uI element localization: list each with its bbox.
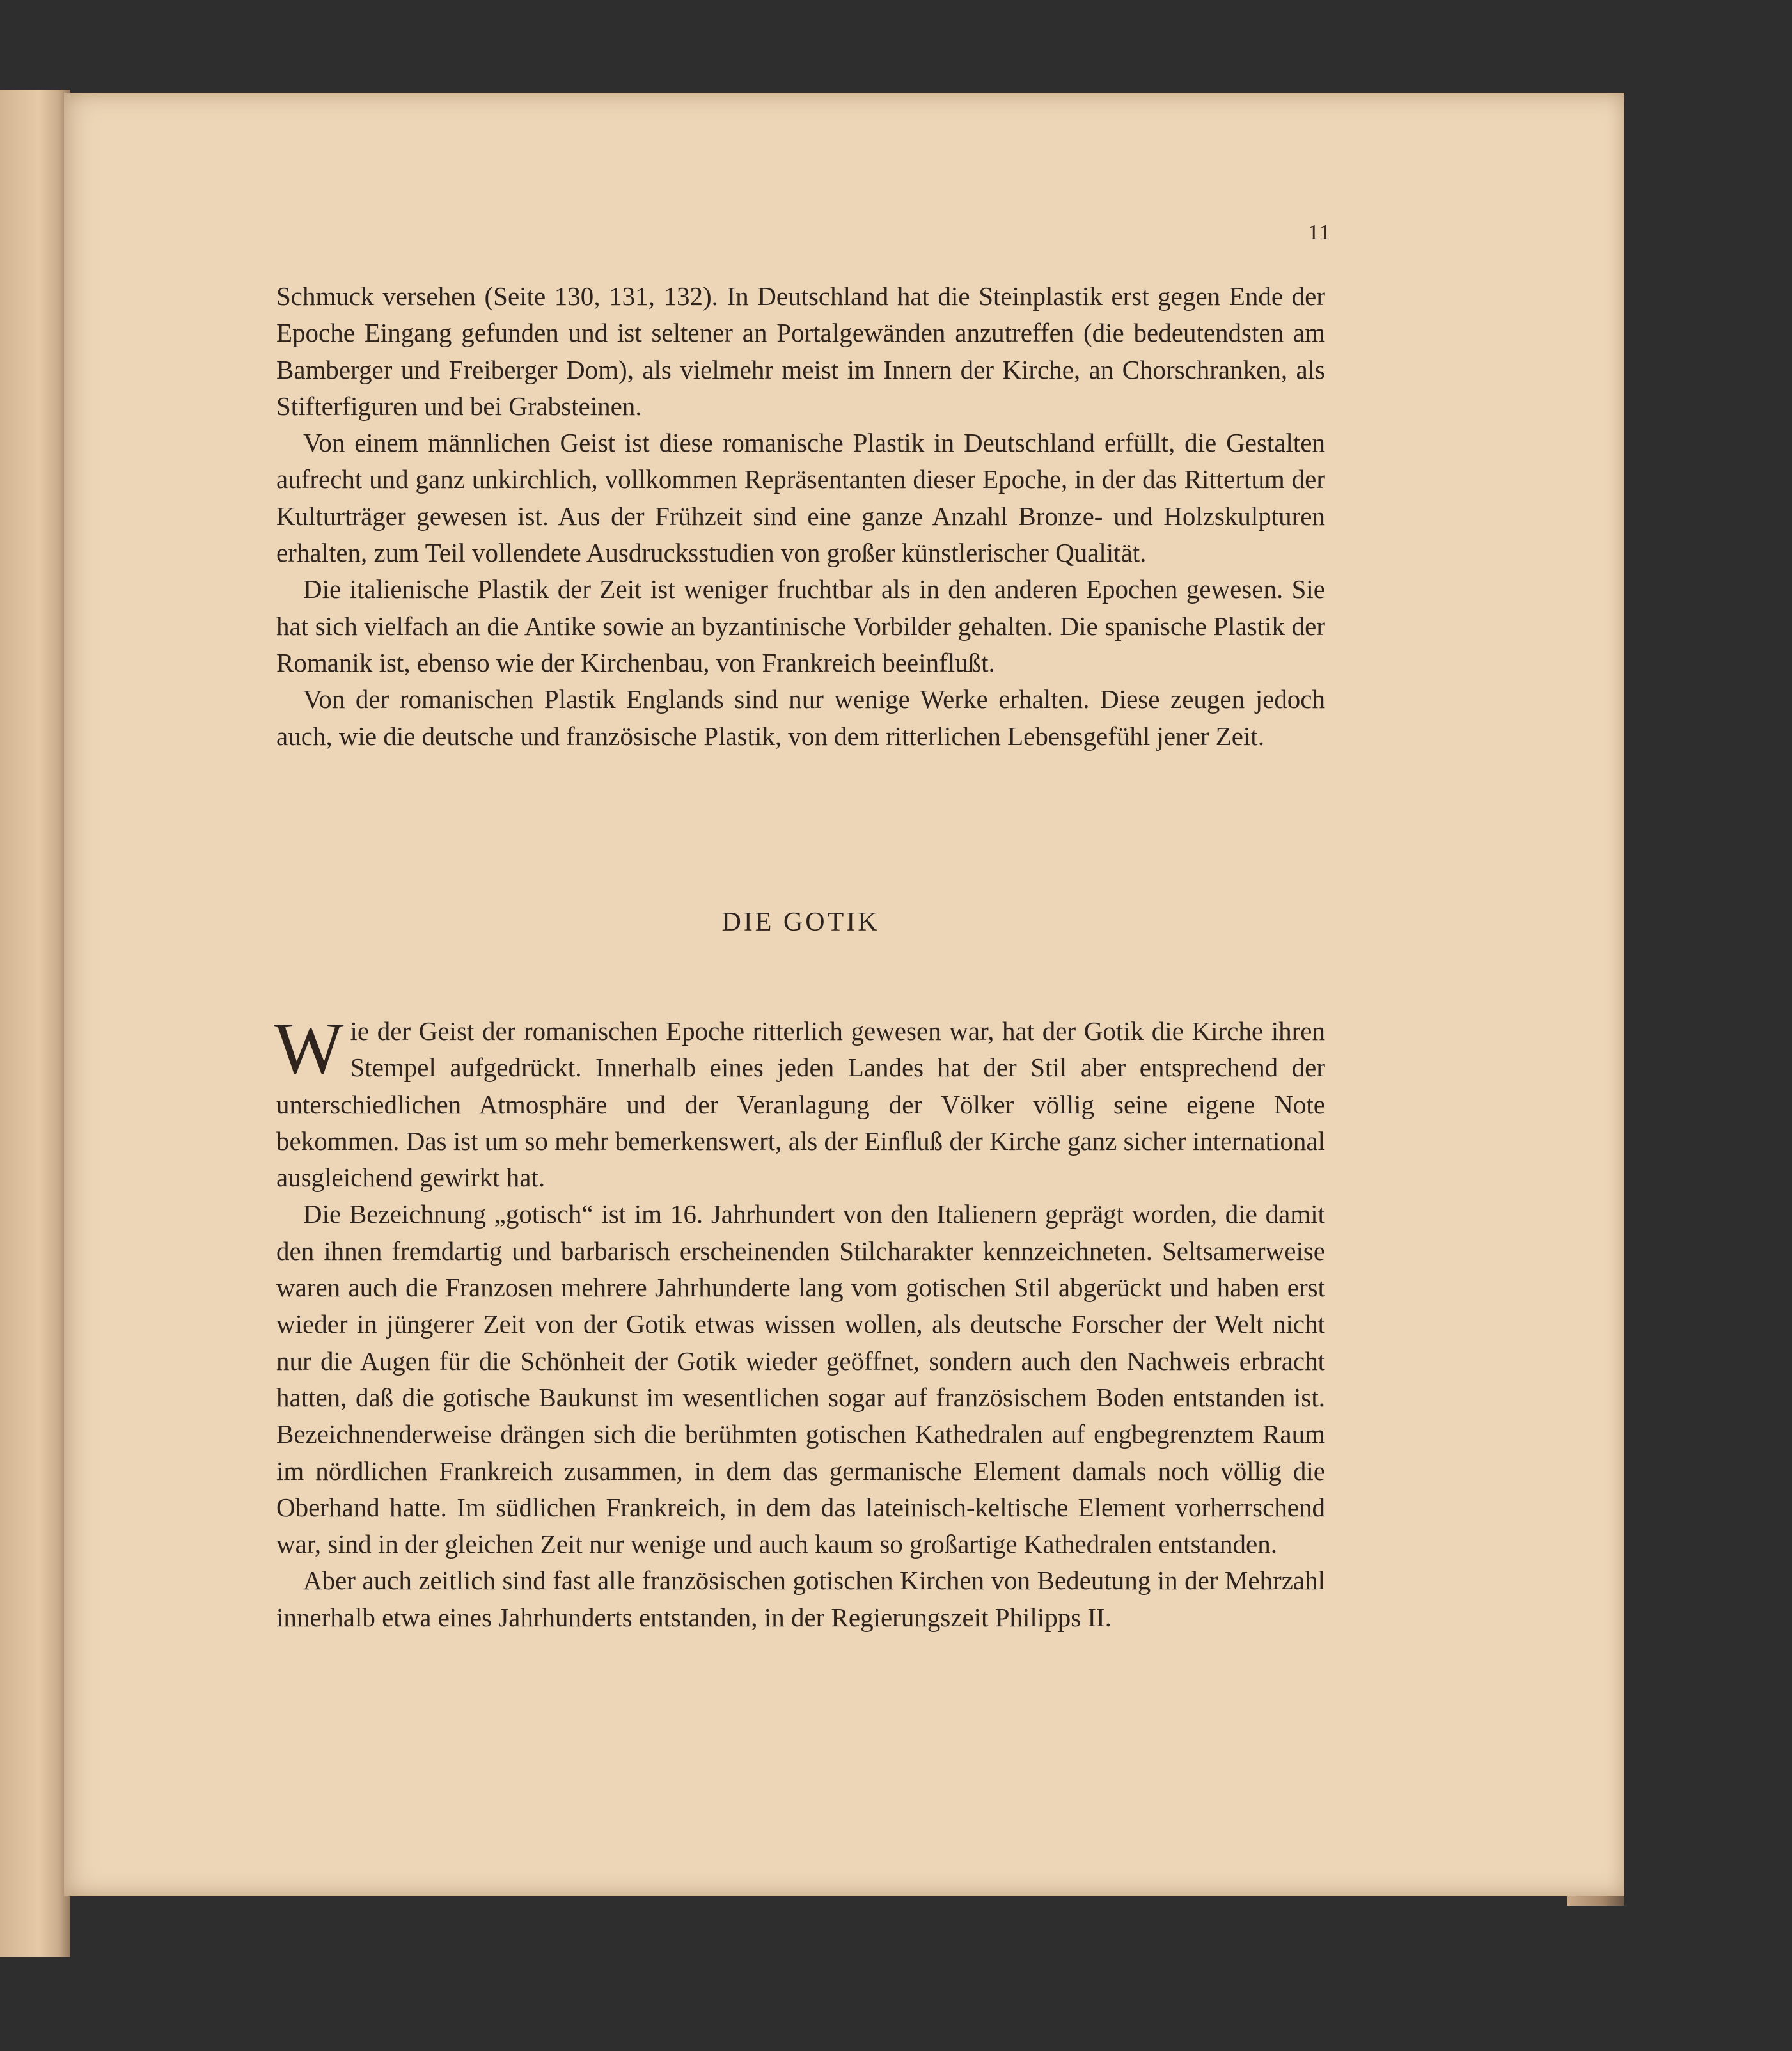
paragraph: Die italienische Plastik der Zeit ist weniger fruchtbar als in den anderen Epochen gewesen. Sie hat sich vielfach an die Antike sowie an byzantinische Vorbilder gehalten. Die spanische Plastik der Romanik ist, ebenso wie der Kirchenbau, von Frankreich beeinflußt. (276, 574, 1325, 677)
drop-cap: W (274, 1008, 344, 1090)
section-heading: DIE GOTIK (721, 908, 880, 937)
paragraph-intro (274, 1008, 1325, 1196)
text-block-romanik (276, 278, 1325, 755)
page-number: 11 (1308, 221, 1332, 244)
paragraph: Die Bezeichnung „gotisch“ ist im 16. Jahrhundert von den Italienern geprägt worden, die damit den ihnen fremdartig und barbarisch erscheinenden Stilcharakter kennzeichneten. Seltsamerweise waren auch die Franzosen mehrere Jahrhunderte lang vom gotischen Stil abgerückt und haben erst wieder in jüngerer Zeit von der Gotik etwas wissen wollen, als deutsche Forscher der Welt nicht nur die Augen für die Schönheit der Gotik wieder geöffnet, sondern auch den Nachweis erbracht hatten, daß die gotische Baukunst im wesentlichen sogar auf französischem Boden entstanden ist. Bezeichnenderweise drängen sich die berühmten gotischen Kathedralen auf engbegrenztem Raum im nördlichen Frankreich zusammen, in dem das germanische Element damals noch völlig die Oberhand hatte. Im südlichen Frankreich, in dem das lateinisch-keltische Element vorherrschend war, sind in der gleichen Zeit nur wenige und auch kaum so großartige Kathedralen entstanden. (276, 1199, 1325, 1559)
text-block-gotik (274, 1008, 1325, 1636)
intro-text: ie der Geist der romanischen Epoche ritterlich gewesen war, hat der Gotik die Kirche ihren Stempel aufgedrückt. Innerhalb eines jeden Landes hat der Stil aber entsprechend der unterschiedlichen Atmosphäre und der Veranlagung der Völker völlig seine eigene Note bekommen. Das ist um so mehr bemerkenswert, als der Einfluß der Kirche ganz sicher international ausgleichend gewirkt hat. (276, 1016, 1325, 1193)
paragraph: Von der romanischen Plastik Englands sind nur wenige Werke erhalten. Diese zeugen jedoch auch, wie die deutsche und französische Plastik, von dem ritterlichen Lebensgefühl jener Zeit. (276, 684, 1325, 751)
paragraph: Von einem männlichen Geist ist diese romanische Plastik in Deutschland erfüllt, die Gestalten aufrecht und ganz unkirchlich, vollkommen Repräsentanten dieser Epoche, in der das Rittertum der Kulturträger gewesen ist. Aus der Frühzeit sind eine ganze Anzahl Bronze- und Holzskulpturen erhalten, zum Teil vollendete Ausdrucksstudien von großer künstlerischer Qualität. (276, 428, 1325, 568)
paragraph: Schmuck versehen (Seite 130, 131, 132). In Deutschland hat die Steinplastik erst gegen Ende der Epoche Eingang gefunden und ist seltener an Portalgewänden anzutreffen (die bedeutendsten am Bamberger und Freiberger Dom), als vielmehr meist im Innern der Kirche, an Chorschranken, als Stifterfiguren und bei Grabsteinen. (276, 281, 1325, 421)
paragraph: Aber auch zeitlich sind fast alle französischen gotischen Kirchen von Bedeutung in der Mehrzahl innerhalb etwa eines Jahrhunderts entstanden, in der Regierungszeit Philipps II. (276, 1566, 1325, 1632)
